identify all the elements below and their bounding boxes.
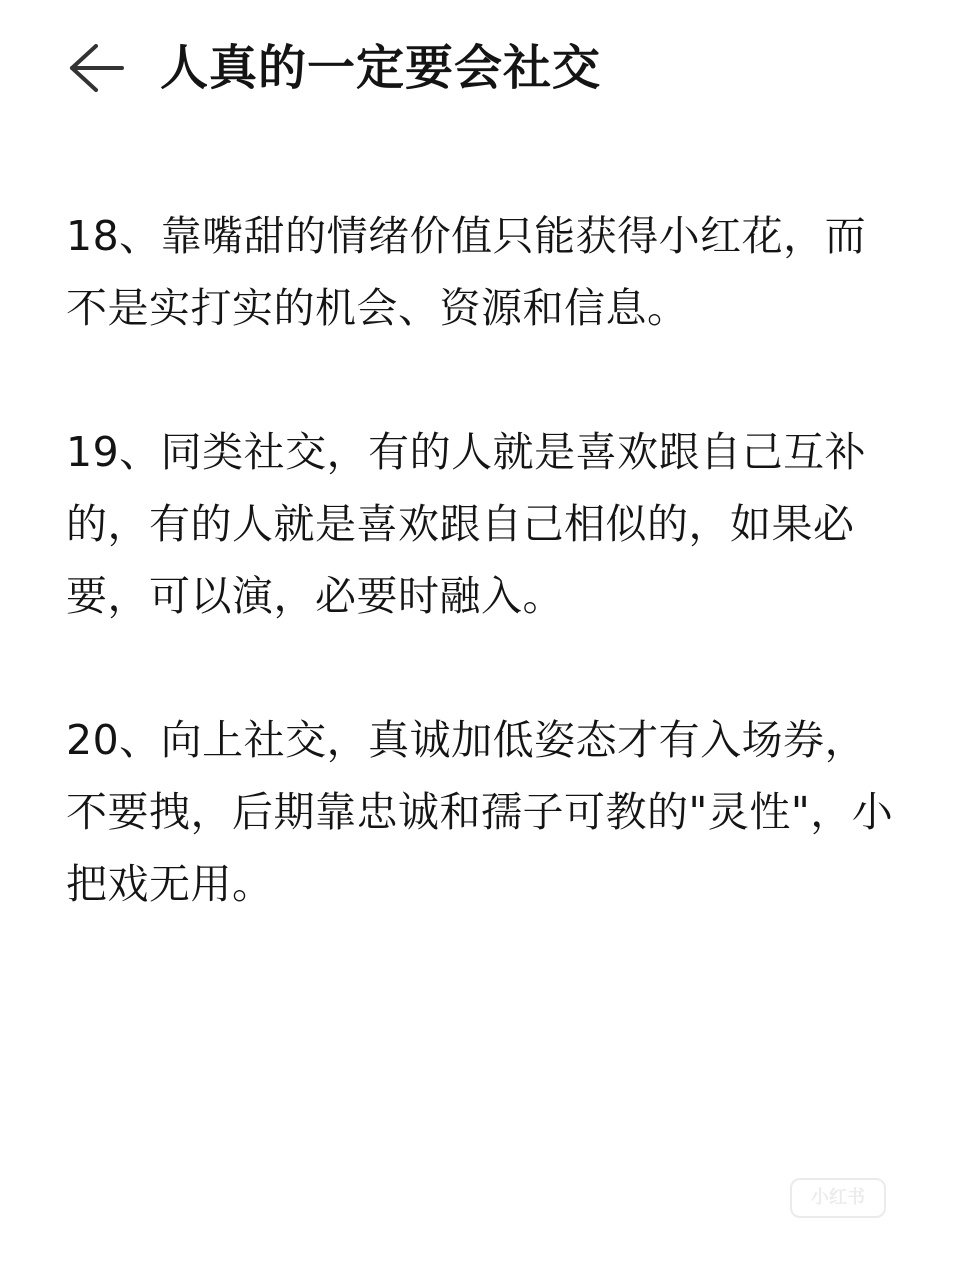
arrow-left-icon xyxy=(62,40,126,96)
top-bar xyxy=(0,0,960,140)
back-button[interactable] xyxy=(62,40,126,96)
article-body xyxy=(66,200,896,992)
watermark-logo-text: 小红书 xyxy=(811,1187,865,1208)
page-title: 人真的一定要会社交 xyxy=(160,40,602,96)
paragraph-18: 18、靠嘴甜的情绪价值只能获得小红花，而不是实打实的机会、资源和信息。 xyxy=(66,212,867,332)
watermark-logo xyxy=(790,1178,886,1218)
watermark xyxy=(760,1178,900,1258)
paragraph-19: 19、同类社交，有的人就是喜欢跟自己互补的，有的人就是喜欢跟自己相似的，如果必要，可以演，必要时融入。 xyxy=(66,428,867,620)
paragraph-20: 20、向上社交，真诚加低姿态才有入场券，不要拽，后期靠忠诚和孺子可教的"灵性"，小把戏无用。 xyxy=(66,716,894,908)
